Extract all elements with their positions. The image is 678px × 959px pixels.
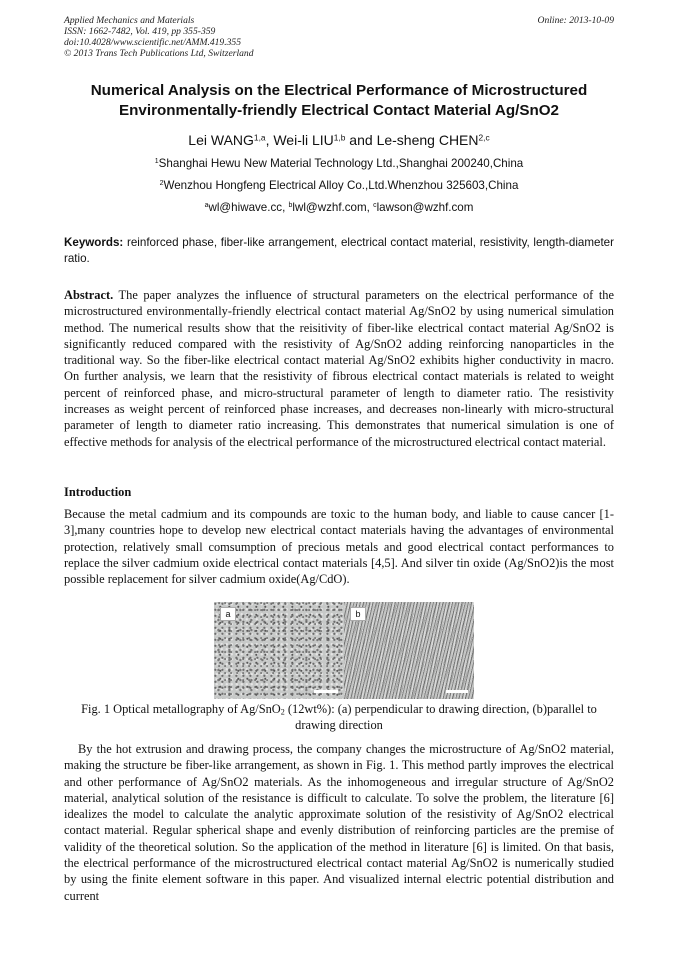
introduction-heading: Introduction <box>64 485 132 499</box>
author-2: Wei-li LIU <box>273 132 334 148</box>
keywords-label: Keywords: <box>64 236 124 249</box>
journal-name: Applied Mechanics and Materials <box>64 15 195 26</box>
figure-1b-scale-bar <box>446 690 468 693</box>
journal-copyright: © 2013 Trans Tech Publications Ltd, Switzerland <box>64 48 254 59</box>
email-line <box>64 201 614 215</box>
email-c: lawson@wzhf.com <box>376 201 474 214</box>
author-1: Lei WANG <box>188 132 254 148</box>
affiliation-2 <box>64 179 614 193</box>
introduction-paragraph-1: Because the metal cadmium and its compounds are toxic to the human body, and liable to cause cancer [1-3],many countries hope to develop new electrical contact materials having the advantages of environmental protection, relatively small comsumption of precious metals and good electrical contact performances to replace the silver cadmium oxide electrical contact materials [4,5]. And silver tin oxide (Ag/SnO2)is the most possible replacement for silver cadmium oxide(Ag/CdO). <box>64 507 614 587</box>
author-3-affiliation: 2,c <box>478 132 490 143</box>
affiliation-1-marker: 1 <box>154 158 159 166</box>
affiliation-1-text: Shanghai Hewu New Material Technology Ltd.,Shanghai 200240,China <box>158 157 524 170</box>
figure-1a-label: a <box>220 607 236 621</box>
title-line-1: Numerical Analysis on the Electrical Performance of Microstructured <box>90 82 588 99</box>
journal-doi: doi:10.4028/www.scientific.net/AMM.419.355 <box>64 37 242 48</box>
caption-subscript: 2 <box>280 707 285 717</box>
journal-issn: ISSN: 1662-7482, Vol. 419, pp 355-359 <box>64 26 216 37</box>
affiliation-1 <box>64 157 614 171</box>
author-1-affiliation: 1,a <box>253 132 266 143</box>
author-list <box>64 131 614 149</box>
author-2-affiliation: 1,b <box>333 132 346 143</box>
caption-prefix: Fig. 1 Optical metallography of Ag/SnO <box>81 702 281 716</box>
email-b: lwl@wzhf.com, <box>292 201 374 214</box>
paper-title <box>64 81 614 121</box>
abstract-label: Abstract. <box>64 288 114 302</box>
figure-1-caption <box>64 701 614 733</box>
figure-1a-scale-bar <box>314 690 338 693</box>
affiliation-2-marker: 2 <box>159 180 164 188</box>
keywords-text: reinforced phase, fiber-like arrangement, electrical contact material, resistivity, length-diameter ratio. <box>64 236 614 265</box>
online-date: Online: 2013-10-09 <box>537 15 614 26</box>
keywords-block <box>64 235 614 267</box>
caption-suffix: (12wt%): (a) perpendicular to drawing direction, (b)parallel to drawing direction <box>284 702 597 732</box>
title-line-2: Environmentally-friendly Electrical Contact Material Ag/SnO2 <box>119 102 559 119</box>
introduction-paragraph-2: By the hot extrusion and drawing process, the company changes the microstructure of Ag/SnO2 material, making the structure be fiber-like arrangement, as shown in Fig. 1. This method partly improves the electrical and other performance of Ag/SnO2 materials. As the inhomogeneous and irregular structure of Ag/SnO2 material, analytical solution of the resistance is difficult to calculate. To solve the problem, the literature [6] idealizes the model to calculate the analytic approximate solution of the resistivity of Ag/SnO2 electrical contact material. Regular spherical shape and evenly distribution of reinforcing particles are the premise of validity of the theoretical solution. So the application of the method in literature [6] is limited. On that basis, the electrical performance of the microstructured electrical contact material Ag/SnO2 is numerically studied by using the finite element software in this paper. And visualized internal electric potential distribution and current <box>64 742 614 903</box>
figure-1b-label: b <box>350 607 366 621</box>
abstract-text: The paper analyzes the influence of structural parameters on the electrical performance of the microstructured environmentally-friendly electrical contact material Ag/SnO2 by using numerical simulation method. The numerical results show that the reisitivity of fiber-like electrical contact material Ag/SnO2 is significantly reduced compared with the resistivity of Ag/SnO2 adding reinforcing nanoparticles in the traditional way. So the fiber-like electrical contact material Ag/SnO2 exhibits higher conductivity in macro. On further analysis, we learn that the resistivity of fibrous electrical contact materials is related to weight percent of reinforced phase, and micro-structural parameter of length to diameter ratio. The resistivity increases as weight percent of reinforced phase increases, and decreases non-linearly with micro-structural parameter of length to diameter ratio increasing. This demonstrates that numerical simulation is one of effective methods for analysis of the electrical performance of the microstructured electrical contact material. <box>64 288 614 449</box>
email-b-marker: b <box>288 202 293 210</box>
email-a: wl@hiwave.cc, <box>208 201 289 214</box>
figure-1b-micrograph <box>344 602 474 699</box>
email-a-marker: a <box>204 202 209 210</box>
journal-header <box>64 15 614 59</box>
affiliation-2-text: Wenzhou Hongfeng Electrical Alloy Co.,Ltd.Whenzhou 325603,China <box>163 179 519 192</box>
author-separator-2: and <box>345 132 377 148</box>
abstract-paragraph <box>64 287 614 450</box>
email-c-marker: c <box>373 202 377 210</box>
author-separator-1: , <box>265 132 274 148</box>
author-3: Le-sheng CHEN <box>376 132 479 148</box>
figure-1a-micrograph <box>214 602 344 699</box>
